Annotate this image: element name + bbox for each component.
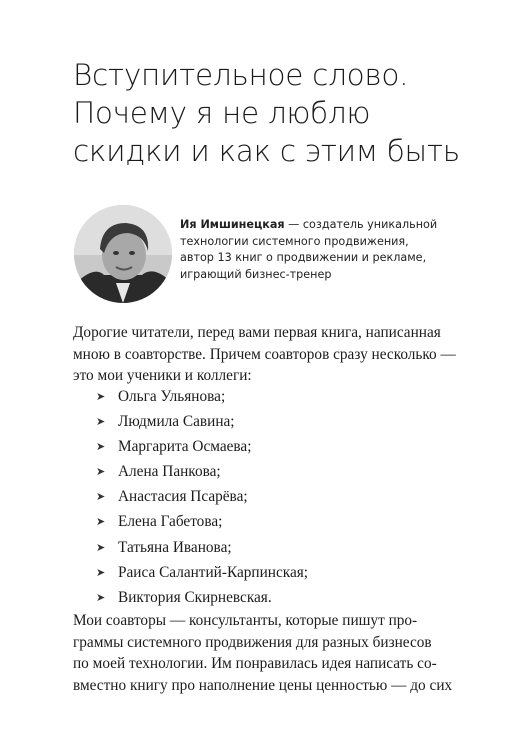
list-item [96, 560, 308, 585]
closing-paragraph [73, 610, 473, 696]
arrowhead-bullet-icon: ➤ [96, 565, 106, 579]
author-block [74, 205, 454, 305]
paragraph-line: граммы системного продвижения для разных бизнесов [73, 633, 432, 651]
intro-paragraph [73, 322, 473, 387]
arrowhead-bullet-icon: ➤ [96, 490, 106, 504]
coauthor-list [96, 384, 308, 610]
paragraph-line: мною в соавторстве. Причем соавторов сразу несколько — [73, 345, 456, 363]
author-photo [74, 205, 172, 303]
author-desc-line: играющий бизнес-тренер [180, 267, 332, 281]
list-item [96, 409, 308, 434]
coauthor-name: Татьяна Иванова; [118, 538, 232, 556]
paragraph-line: вместно книгу про наполнение цены ценностью — до сих [73, 676, 453, 694]
chapter-title-line: Вступительное слово. [73, 58, 409, 92]
arrowhead-bullet-icon: ➤ [96, 590, 106, 604]
author-desc-line: — создатель уникальной [284, 218, 438, 231]
author-desc-line: технологии системного продвижения, [180, 234, 409, 248]
arrowhead-bullet-icon: ➤ [96, 515, 106, 529]
arrowhead-bullet-icon: ➤ [96, 390, 106, 403]
coauthor-name: Елена Габетова; [118, 513, 223, 531]
coauthor-name: Анастасия Псарёва; [118, 488, 248, 506]
paragraph-line: Мои соавторы — консультанты, которые пишут про- [73, 612, 418, 629]
chapter-title-line: Почему я не люблю [73, 96, 371, 130]
arrowhead-bullet-icon: ➤ [96, 465, 106, 479]
coauthor-name: Алена Панкова; [118, 463, 221, 481]
paragraph-line: это мои ученики и коллеги: [73, 367, 252, 384]
list-item [96, 535, 308, 560]
chapter-title-line: скидки и как с этим быть [73, 134, 460, 168]
list-item [96, 585, 308, 610]
arrowhead-bullet-icon: ➤ [96, 440, 106, 454]
author-desc-line: автор 13 книг о продвижении и рекламе, [180, 251, 427, 264]
list-item [96, 459, 308, 484]
coauthor-name: Ольга Ульянова; [118, 388, 226, 405]
coauthor-name: Людмила Савина; [118, 413, 235, 431]
author-name: Ия Имшинецкая [180, 218, 285, 231]
arrowhead-bullet-icon: ➤ [96, 540, 106, 554]
coauthor-name: Виктория Скирневская. [118, 588, 272, 606]
arrowhead-bullet-icon: ➤ [96, 415, 106, 429]
author-description [180, 217, 460, 283]
paragraph-line: по моей технологии. Им понравилась идея написать со- [73, 655, 437, 672]
list-item [96, 384, 308, 409]
list-item [96, 434, 308, 459]
list-item [96, 509, 308, 534]
paragraph-line: Дорогие читатели, перед вами первая книга, написанная [73, 324, 441, 341]
list-item [96, 484, 308, 509]
chapter-title [73, 56, 473, 170]
coauthor-name: Маргарита Осмаева; [118, 438, 252, 456]
coauthor-name: Раиса Салантий-Карпинская; [118, 563, 309, 581]
